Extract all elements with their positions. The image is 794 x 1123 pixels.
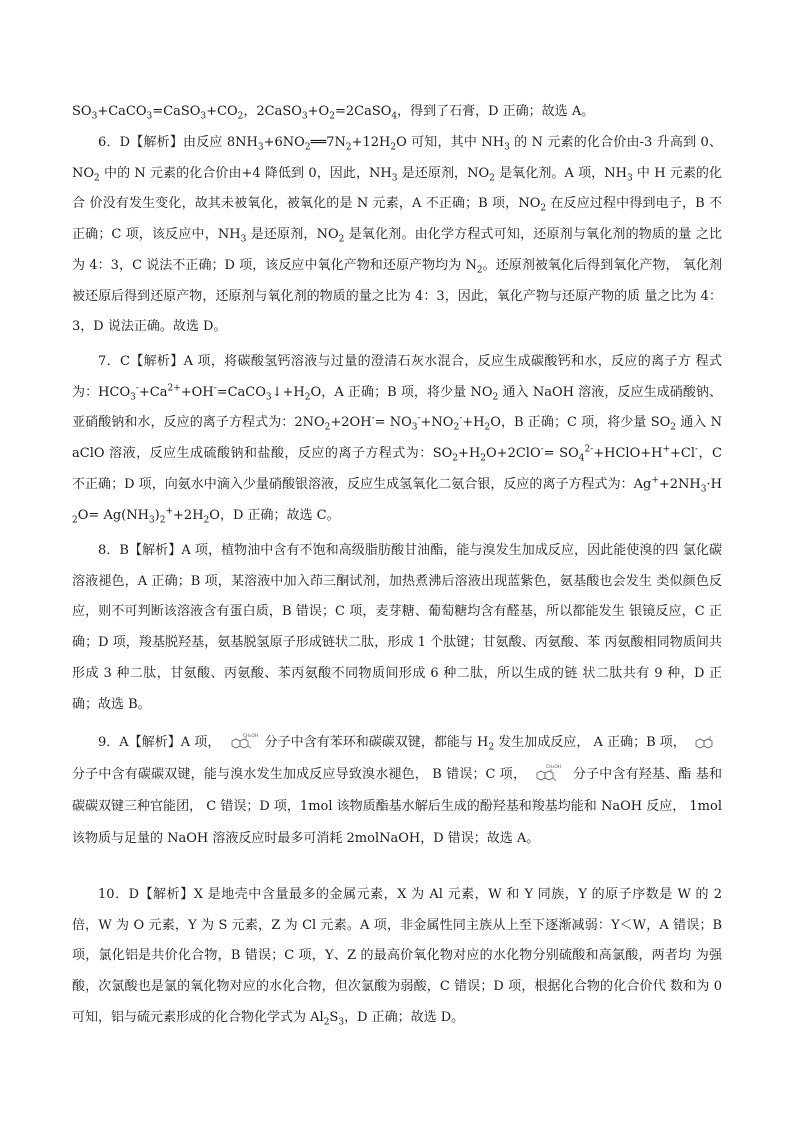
paragraph-q9: 9．A【解析】A 项， CH₂OH 分子中含有苯环和碳碳双键，都能与 $H_2$ 发生加成反应， A 正确；B 项， 分子中含有碳碳双键，能与溴水发生加成反应导致溴水褪色， B 错误；C 项， CH₂OH 分子中含有羟基、酯 基和碳碳双键三种官能团， C 错误；D 项，1mol 该物质酯基水解后生成的酚羟基和羧基均能和 NaOH 反应， 1mol 该物质与足量的 NaOH 溶液反应时最多可消耗 2molNaOH，D 错误；故选 A。 — [72, 733, 722, 846]
paragraph-q7: 7．C【解析】A 项，将碳酸氢钙溶液与过量的澄清石灰水混合，反应生成碳酸钙和水，反应的离子方 程式为：$HCO_3^-+Ca^{2+}+OH^-=CaCO_3↓+H_2O$，A 正确；B 项，将少量 $NO_2$ 通入 NaOH 溶液，反应生成硝酸钠、 亚硝酸钠和水，反应的离子方程式为：$2NO_2+2OH^-= NO_3^-+NO_2^-+H_2O$，B 正确；C 项，将少量 $SO_2$ 通入 NaClO 溶液，反应生成硫酸钠和盐酸，反应的离子方程式为：$SO_2+H_2O+2ClO^-=$ $SO_4^{2-}+HClO+H^++Cl^-$，C 不正确；D 项，向氨水中滴入少量硝酸银溶液，反应生成氢氧化二氨合银，反应的离子方程式为：$Ag^++2NH_3\cdot H_2O= Ag(NH_3)_2^++2H_2O$，D 正确；故选 C。 — [72, 354, 722, 526]
paragraph-q5-tail: $SO_3+CaCO_3=CaSO_3+CO_2$，$2CaSO_3+O_2=2CaSO_4$，得到了石膏，D 正确；故选 A。 — [72, 104, 595, 122]
paragraph-q10: 10．D【解析】X 是地壳中含量最多的金属元素，X 为 Al 元素，W 和 Y 同族，Y 的原子序数是 W 的 2 倍，W 为 O 元素，Y 为 S 元素，Z 为 Cl 元素。A 项，非金属性同主族从上至下逐渐减弱：Y＜W，A 错误；B 项，氯化铝是共价化合物，B 错误；C 项，Y、Z 的最高价氧化物对应的水化物分别硫酸和高氯酸，两者均 为强酸，次氯酸也是氯的氧化物对应的水化合物，但次氯酸为弱酸，C 错误；D 项，根据化合物的化合价代 数和为 0 可知，铝与硫元素形成的化合物化学式为 $Al_2S_3$，D 正确；故选 D。 — [72, 887, 723, 1028]
paragraph-q6: 6．D【解析】由反应 $8NH_3+6NO_2══7N_2+12H_2O$ 可知，其中 $NH_3$ 的 N 元素的化合价由-3 升高到 0、$NO_2$ 中的 N 元素的化合价由+4 降低到 0，因此，$NH_3$ 是还原剂，$NO_2$ 是氧化剂。A 项，$NH_3$ 中 H 元素的化合 价没有发生变化，故其未被氧化，被氧化的是 N 元素，A 不正确；B 项，$NO_2$ 在反应过程中得到电子，B 不正确；C 项，该反应中，$NH_3$ 是还原剂，$NO_2$ 是氧化剂。由化学方程式可知，还原剂与氧化剂的物质的量 之比为 4：3，C 说法不正确；D 项，该反应中氧化产物和还原产物均为 $N_2$。还原剂被氧化后得到氧化产物， 氧化剂被还原后得到还原产物，还原剂与氧化剂的物质的量之比为 4：3，因此，氧化产物与还原产物的质 量之比为 4：3，D 说法正确。故选 D。 — [72, 135, 722, 335]
paragraph-q8: 8．B【解析】A 项，植物油中含有不饱和高级脂肪酸甘油酯，能与溴发生加成反应，因此能使溴的四 氯化碳溶液褪色，A 正确；B 项，某溶液中加入茚三酮试剂，加热煮沸后溶液出现蓝紫色，氨基酸也会发生 类似颜色反应，则不可判断该溶液含有蛋白质，B 错误；C 项，麦芽糖、葡萄糖均含有醛基，所以都能发生 银镜反应，C 正确；D 项，羧基脱羟基，氨基脱氢原子形成链状二肽，形成 1 个肽键；甘氨酸、丙氨酸、苯 丙氨酸相同物质间共形成 3 种二肽，甘氨酸、丙氨酸、苯丙氨酸不同物质间形成 6 种二肽，所以生成的链 状二肽共有 9 种，D 正确；故选 B。 — [72, 543, 723, 712]
coumarin-structure-icon — [227, 732, 259, 754]
coumarin-structure-icon — [532, 763, 566, 787]
coumarin-structure-icon — [692, 732, 720, 754]
svg-text:CH₂OH: CH₂OH — [242, 733, 258, 739]
svg-text:CH₂OH: CH₂OH — [546, 764, 562, 770]
